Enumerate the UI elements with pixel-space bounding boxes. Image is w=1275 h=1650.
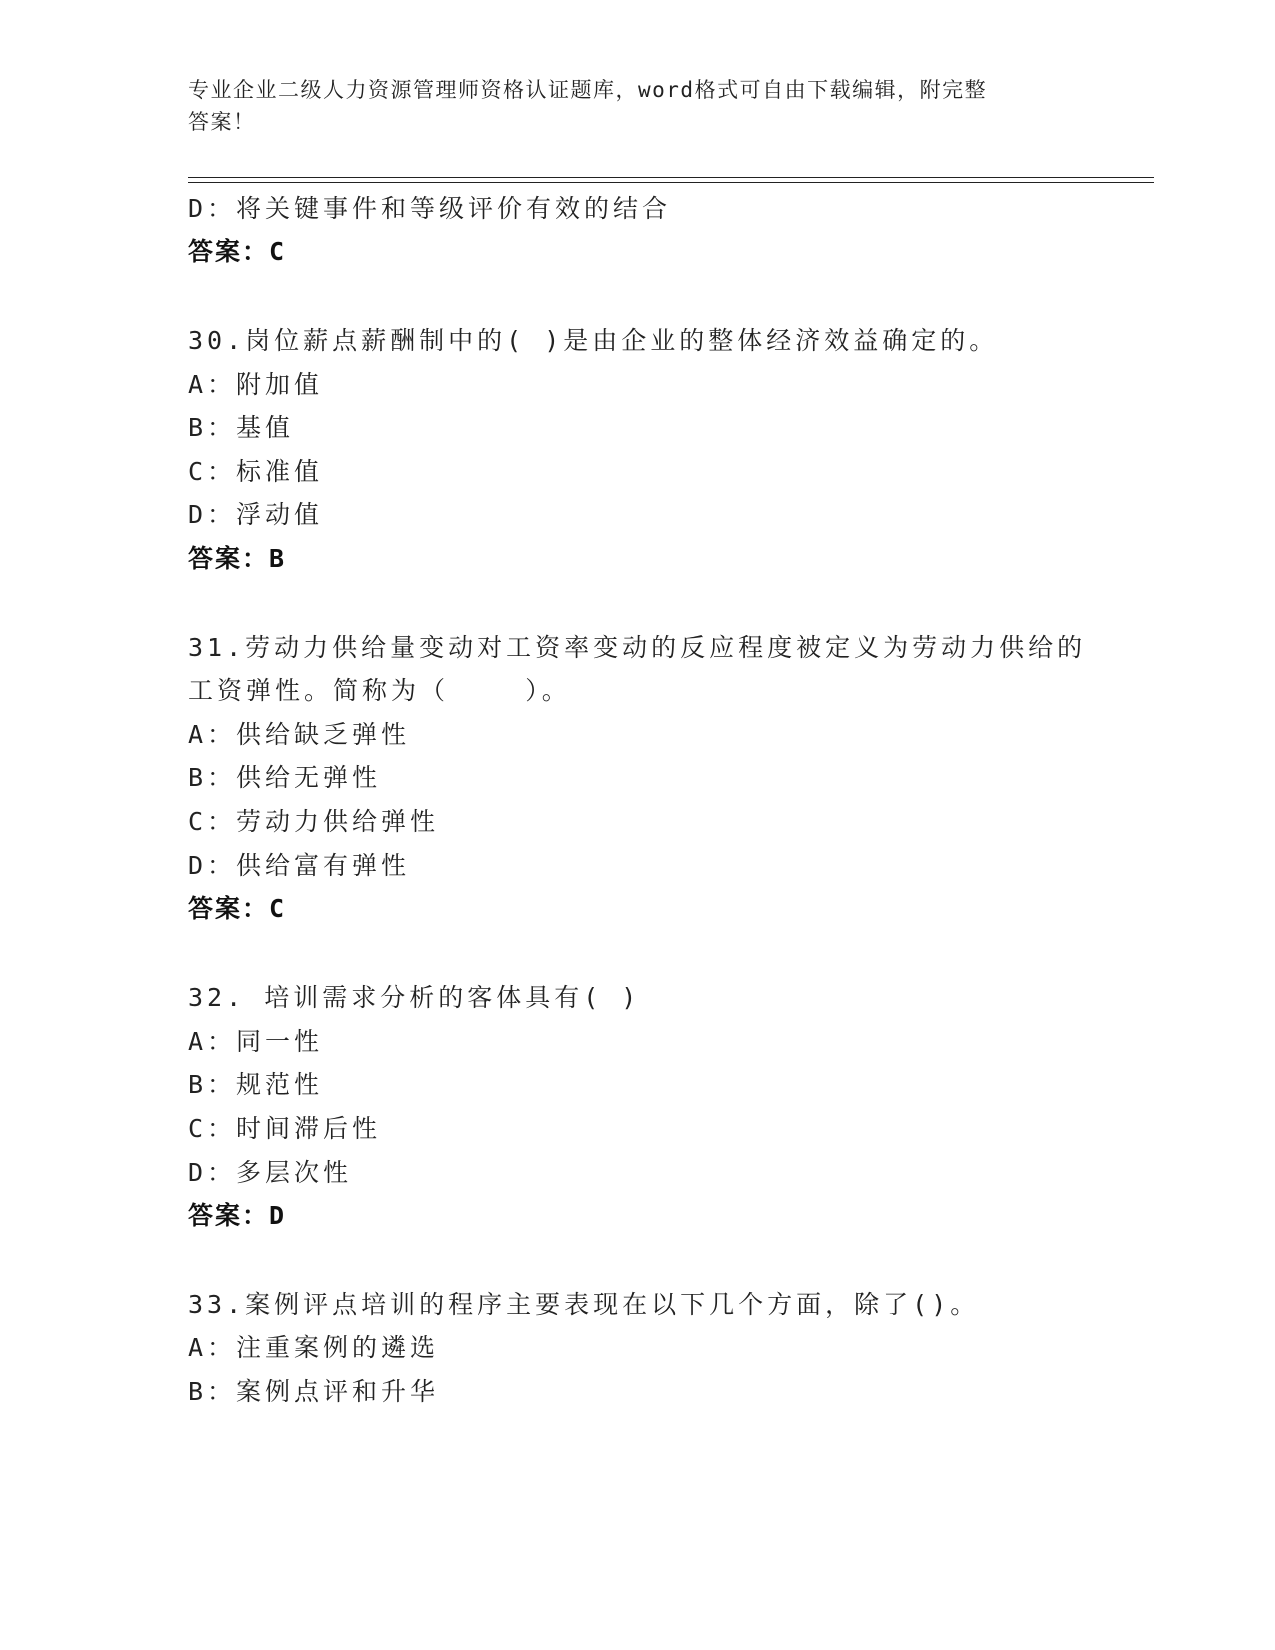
q31-option-b: B：供给无弹性 [188, 763, 382, 792]
q31-stem-line-2: 工资弹性。简称为（ ）。 [188, 676, 571, 705]
q30-option-c: C：标准值 [188, 457, 324, 486]
header-divider-bottom [188, 182, 1154, 183]
q33-option-a: A：注重案例的遴选 [188, 1333, 440, 1362]
q33-stem: 33.案例评点培训的程序主要表现在以下几个方面，除了()。 [188, 1290, 980, 1319]
header-divider-top [188, 177, 1154, 178]
q30-answer: 答案：B [188, 544, 287, 573]
q32-option-a: A：同一性 [188, 1027, 324, 1056]
prev-option-d: D：将关键事件和等级评价有效的结合 [188, 194, 672, 223]
q30-stem: 30.岗位薪点薪酬制中的( )是由企业的整体经济效益确定的。 [188, 326, 999, 355]
q30-option-b: B：基值 [188, 413, 295, 442]
q31-answer: 答案：C [188, 894, 287, 923]
header-line-1: 专业企业二级人力资源管理师资格认证题库，word格式可自由下载编辑，附完整 [188, 78, 988, 102]
prev-answer: 答案：C [188, 237, 287, 266]
q31-option-c: C：劳动力供给弹性 [188, 807, 440, 836]
header-line-2: 答案！ [188, 110, 256, 134]
q30-option-a: A：附加值 [188, 370, 324, 399]
q32-stem: 32. 培训需求分析的客体具有( ) [188, 983, 641, 1012]
q32-option-b: B：规范性 [188, 1070, 324, 1099]
q31-stem-line-1: 31.劳动力供给量变动对工资率变动的反应程度被定义为劳动力供给的 [188, 633, 1087, 662]
q32-option-d: D：多层次性 [188, 1158, 353, 1187]
q31-option-d: D：供给富有弹性 [188, 851, 411, 880]
q33-option-b: B：案例点评和升华 [188, 1377, 440, 1406]
q32-answer: 答案：D [188, 1201, 287, 1230]
q31-option-a: A：供给缺乏弹性 [188, 720, 411, 749]
document-header [188, 74, 1068, 138]
q32-option-c: C：时间滞后性 [188, 1114, 382, 1143]
q30-option-d: D：浮动值 [188, 500, 324, 529]
